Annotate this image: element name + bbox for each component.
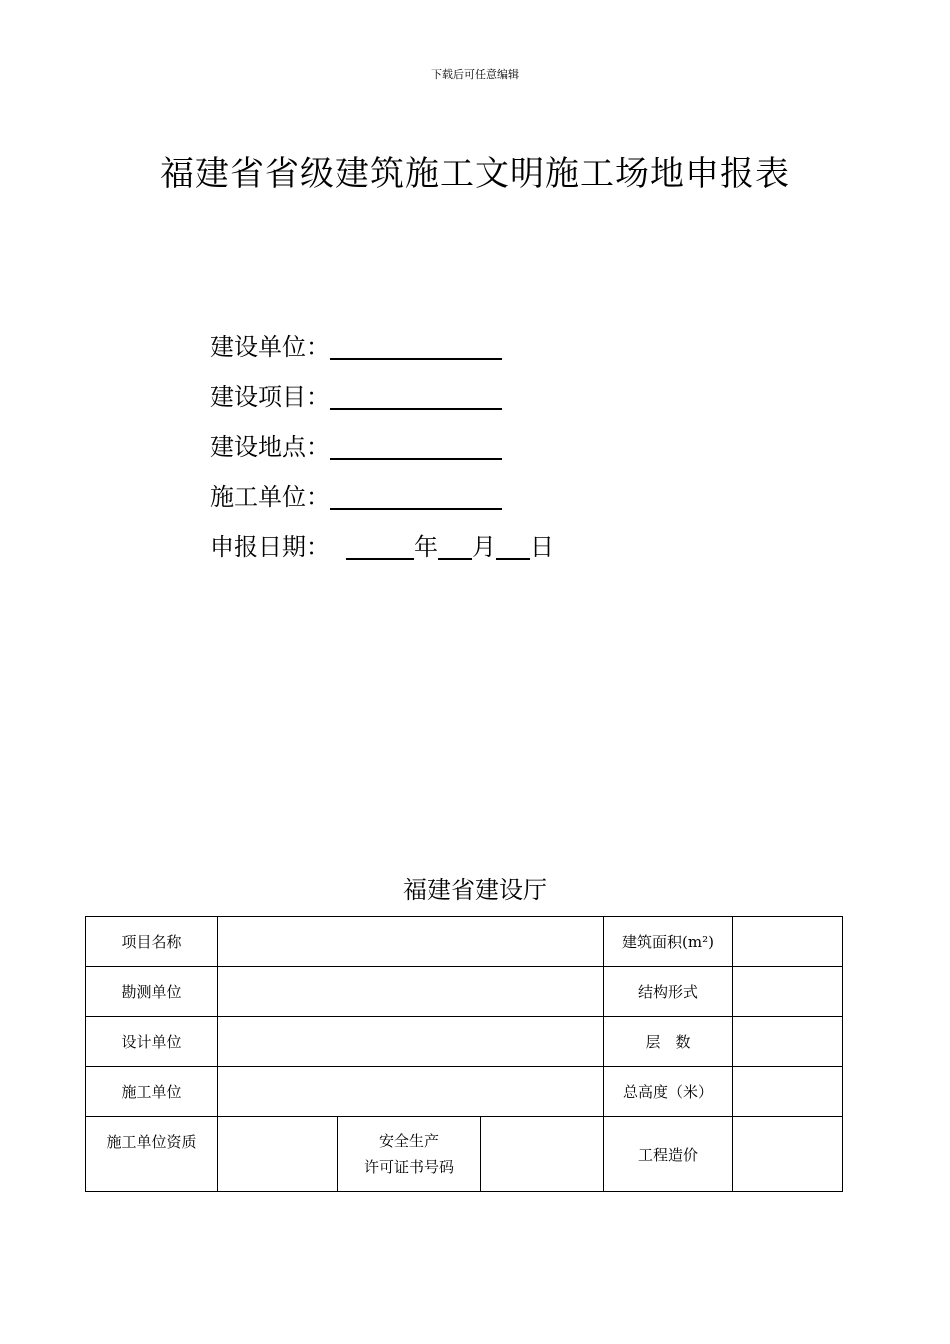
field-construction-unit [210,322,502,362]
safety-cert-cell[interactable] [481,1117,604,1192]
safety-cert-label [338,1117,481,1192]
floors-cell[interactable] [733,1017,843,1067]
design-unit-label: 设计单位 [86,1017,218,1067]
design-unit-cell[interactable] [218,1017,604,1067]
total-height-cell[interactable] [733,1067,843,1117]
year-suffix: 年 [414,533,438,561]
building-area-cell[interactable] [733,917,843,967]
header-note: 下载后可任意编辑 [431,68,519,81]
table-row [86,917,843,967]
project-info-table [85,916,843,1192]
project-name-cell[interactable] [218,917,604,967]
building-area-label: 建筑面积(m²) [604,917,733,967]
project-name-label: 项目名称 [86,917,218,967]
project-cost-label: 工程造价 [604,1117,733,1192]
safety-cert-line-2: 许可证书号码 [363,1158,454,1176]
survey-unit-cell[interactable] [218,967,604,1017]
field-label: 建设地点： [210,433,330,461]
field-construction-project [210,372,502,412]
contractor-unit-label: 施工单位 [86,1067,218,1117]
field-label: 建设项目： [210,383,330,411]
table-row [86,1117,843,1192]
report-day-blank[interactable] [496,530,530,560]
document-title: 福建省省级建筑施工文明施工场地申报表 [160,154,790,194]
field-label: 施工单位： [210,483,330,511]
report-year-blank[interactable] [346,530,414,560]
total-height-label: 总高度（米） [604,1067,733,1117]
construction-unit-blank[interactable] [330,330,502,360]
field-label: 建设单位： [210,333,330,361]
project-cost-cell[interactable] [733,1117,843,1192]
field-report-date [210,522,554,562]
day-suffix: 日 [530,533,554,561]
contractor-qualification-label: 施工单位资质 [86,1117,218,1192]
report-month-blank[interactable] [438,530,472,560]
structure-type-label: 结构形式 [604,967,733,1017]
field-construction-site [210,422,502,462]
field-contractor-unit [210,472,502,512]
table-row [86,1017,843,1067]
floors-label: 层 数 [604,1017,733,1067]
table-row [86,967,843,1017]
table-row [86,1067,843,1117]
contractor-unit-blank[interactable] [330,480,502,510]
safety-cert-line-1: 安全生产 [378,1132,439,1150]
construction-project-blank[interactable] [330,380,502,410]
construction-site-blank[interactable] [330,430,502,460]
field-label: 申报日期： [210,533,330,561]
survey-unit-label: 勘测单位 [86,967,218,1017]
contractor-unit-cell[interactable] [218,1067,604,1117]
issuer: 福建省建设厅 [403,876,547,904]
month-suffix: 月 [472,533,496,561]
structure-type-cell[interactable] [733,967,843,1017]
contractor-qualification-cell[interactable] [218,1117,338,1192]
